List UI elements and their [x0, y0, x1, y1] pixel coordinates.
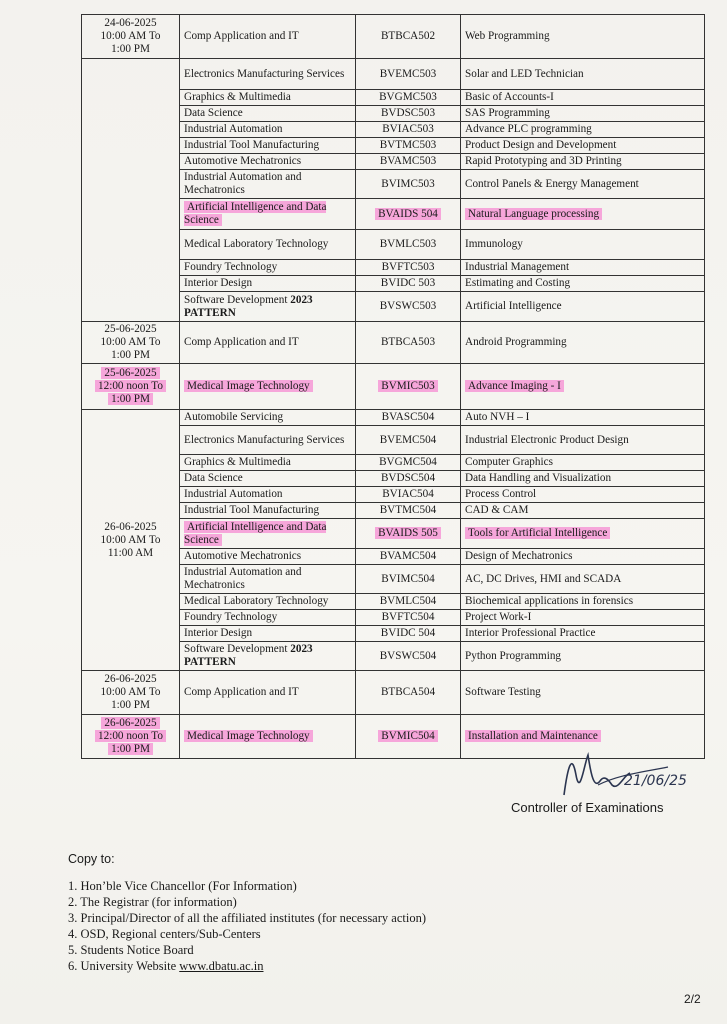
- course-cell: Data Science: [180, 471, 356, 487]
- code-cell: BVDSC503: [356, 106, 461, 122]
- subject-cell: Advance PLC programming: [461, 122, 705, 138]
- subject-cell: [461, 519, 705, 549]
- code-cell: BVGMC503: [356, 90, 461, 106]
- date-cell: 26-06-2025 10:00 AM To 1:00 PM: [82, 671, 180, 715]
- list-item: 4. OSD, Regional centers/Sub-Centers: [68, 927, 261, 941]
- controller-signatory: Controller of Examinations: [511, 800, 664, 815]
- code-cell: BVIMC503: [356, 170, 461, 199]
- course-cell: Medical Laboratory Technology: [180, 230, 356, 260]
- code-cell: BVMLC503: [356, 230, 461, 260]
- list-item: 6. University Website www.dbatu.ac.in: [68, 959, 264, 973]
- list-item: 1. Hon’ble Vice Chancellor (For Information): [68, 879, 297, 893]
- code-cell: BVSWC503: [356, 292, 461, 322]
- course-cell: [180, 364, 356, 410]
- university-website-link[interactable]: www.dbatu.ac.in: [179, 959, 264, 973]
- highlight-mark: Natural Language processing: [465, 208, 602, 220]
- subject-cell: Product Design and Development: [461, 138, 705, 154]
- course-cell: Automobile Servicing: [180, 410, 356, 426]
- highlight-mark: Advance Imaging - I: [465, 380, 564, 392]
- subject-cell: Web Programming: [461, 15, 705, 59]
- subject-cell: Rapid Prototyping and 3D Printing: [461, 154, 705, 170]
- list-item: 2. The Registrar (for information): [68, 895, 237, 909]
- code-cell: [356, 199, 461, 230]
- subject-cell: Android Programming: [461, 322, 705, 364]
- course-cell: Software Development 2023 PATTERN: [180, 642, 356, 671]
- date-cell: 25-06-2025 10:00 AM To 1:00 PM: [82, 322, 180, 364]
- subject-cell: Control Panels & Energy Management: [461, 170, 705, 199]
- subject-cell: [461, 199, 705, 230]
- course-cell: [180, 519, 356, 549]
- code-cell: BVGMC504: [356, 455, 461, 471]
- course-cell: Electronics Manufacturing Services: [180, 59, 356, 90]
- subject-cell: [461, 364, 705, 410]
- subject-cell: Estimating and Costing: [461, 276, 705, 292]
- code-cell: BVDSC504: [356, 471, 461, 487]
- code-cell: BVFTC503: [356, 260, 461, 276]
- highlight-mark: Medical Image Technology: [184, 730, 313, 742]
- table-row: [82, 410, 705, 426]
- date-cell: 26-06-2025 12:00 noon To 1:00 PM: [82, 715, 180, 759]
- subject-cell: Basic of Accounts-I: [461, 90, 705, 106]
- code-cell: BTBCA503: [356, 322, 461, 364]
- date-cell: 24-06-2025 10:00 AM To 1:00 PM: [82, 15, 180, 59]
- code-cell: BVMLC504: [356, 594, 461, 610]
- subject-cell: Biochemical applications in forensics: [461, 594, 705, 610]
- signature: [558, 745, 708, 805]
- highlight-mark: Artificial Intelligence and Data Science: [184, 201, 327, 226]
- exam-timetable: [81, 14, 705, 759]
- course-cell: Graphics & Multimedia: [180, 455, 356, 471]
- code-cell: BVIAC504: [356, 487, 461, 503]
- subject-cell: Data Handling and Visualization: [461, 471, 705, 487]
- highlight-mark: BVMIC504: [378, 730, 437, 742]
- date-cell: 25-06-2025 12:00 noon To 1:00 PM: [82, 364, 180, 410]
- subject-cell: AC, DC Drives, HMI and SCADA: [461, 565, 705, 594]
- subject-cell: Interior Professional Practice: [461, 626, 705, 642]
- course-cell: Graphics & Multimedia: [180, 90, 356, 106]
- highlight-mark: Installation and Maintenance: [465, 730, 601, 742]
- date-cell: 26-06-2025 10:00 AM To 11:00 AM: [82, 410, 180, 671]
- course-cell: Industrial Tool Manufacturing: [180, 138, 356, 154]
- list-item: 5. Students Notice Board: [68, 943, 194, 957]
- list-item: 3. Principal/Director of all the affiliated institutes (for necessary action): [68, 911, 426, 925]
- course-cell: Interior Design: [180, 626, 356, 642]
- page-number: 2/2: [684, 992, 701, 1006]
- code-cell: BVIAC503: [356, 122, 461, 138]
- course-cell: Data Science: [180, 106, 356, 122]
- table-row: [82, 322, 705, 364]
- table-row: [82, 59, 705, 90]
- subject-cell: Industrial Electronic Product Design: [461, 426, 705, 455]
- highlight-mark: BVAIDS 504: [375, 208, 441, 220]
- subject-cell: CAD & CAM: [461, 503, 705, 519]
- signature-date: 21/06/25: [624, 773, 687, 789]
- code-cell: BVIMC504: [356, 565, 461, 594]
- subject-cell: Auto NVH – I: [461, 410, 705, 426]
- code-cell: BVTMC504: [356, 503, 461, 519]
- code-cell: BTBCA502: [356, 15, 461, 59]
- code-cell: BVAMC503: [356, 154, 461, 170]
- subject-cell: Design of Mechatronics: [461, 549, 705, 565]
- highlight-mark: Medical Image Technology: [184, 380, 313, 392]
- signature-scribble: [558, 745, 708, 805]
- code-cell: [356, 519, 461, 549]
- subject-cell: Software Testing: [461, 671, 705, 715]
- subject-cell: Project Work-I: [461, 610, 705, 626]
- subject-cell: SAS Programming: [461, 106, 705, 122]
- subject-cell: Immunology: [461, 230, 705, 260]
- course-cell: Industrial Automation and Mechatronics: [180, 565, 356, 594]
- course-cell: Industrial Tool Manufacturing: [180, 503, 356, 519]
- highlight-mark: Artificial Intelligence and Data Science: [184, 520, 327, 546]
- course-cell: Comp Application and IT: [180, 671, 356, 715]
- code-cell: BVFTC504: [356, 610, 461, 626]
- course-cell: Foundry Technology: [180, 260, 356, 276]
- course-cell: Software Development 2023 PATTERN: [180, 292, 356, 322]
- code-cell: BTBCA504: [356, 671, 461, 715]
- code-cell: BVAMC504: [356, 549, 461, 565]
- code-cell: BVSWC504: [356, 642, 461, 671]
- date-cell-empty: [82, 59, 180, 322]
- subject-cell: Artificial Intelligence: [461, 292, 705, 322]
- code-cell: BVEMC503: [356, 59, 461, 90]
- subject-cell: Process Control: [461, 487, 705, 503]
- code-cell: [356, 364, 461, 410]
- course-cell: Industrial Automation: [180, 122, 356, 138]
- code-cell: BVIDC 504: [356, 626, 461, 642]
- table-row: [82, 671, 705, 715]
- subject-cell: Python Programming: [461, 642, 705, 671]
- code-cell: [356, 715, 461, 759]
- course-cell: Comp Application and IT: [180, 15, 356, 59]
- course-cell: [180, 715, 356, 759]
- course-cell: Comp Application and IT: [180, 322, 356, 364]
- code-cell: BVIDC 503: [356, 276, 461, 292]
- highlight-mark: BVAIDS 505: [375, 527, 441, 539]
- course-cell: Medical Laboratory Technology: [180, 594, 356, 610]
- course-cell: Industrial Automation: [180, 487, 356, 503]
- course-cell: Electronics Manufacturing Services: [180, 426, 356, 455]
- code-cell: BVTMC503: [356, 138, 461, 154]
- highlight-mark: BVMIC503: [378, 380, 437, 392]
- highlight-mark: Tools for Artificial Intelligence: [465, 527, 610, 539]
- course-cell: Automotive Mechatronics: [180, 154, 356, 170]
- copy-to-heading: Copy to:: [68, 852, 115, 866]
- course-cell: Interior Design: [180, 276, 356, 292]
- table-row-highlighted: [82, 364, 705, 410]
- copy-to-list: [68, 878, 426, 974]
- course-cell: [180, 199, 356, 230]
- subject-cell: Industrial Management: [461, 260, 705, 276]
- code-cell: BVASC504: [356, 410, 461, 426]
- code-cell: BVEMC504: [356, 426, 461, 455]
- subject-cell: Solar and LED Technician: [461, 59, 705, 90]
- course-cell: Foundry Technology: [180, 610, 356, 626]
- table-row: [82, 15, 705, 59]
- subject-cell: Computer Graphics: [461, 455, 705, 471]
- course-cell: Automotive Mechatronics: [180, 549, 356, 565]
- course-cell: Industrial Automation and Mechatronics: [180, 170, 356, 199]
